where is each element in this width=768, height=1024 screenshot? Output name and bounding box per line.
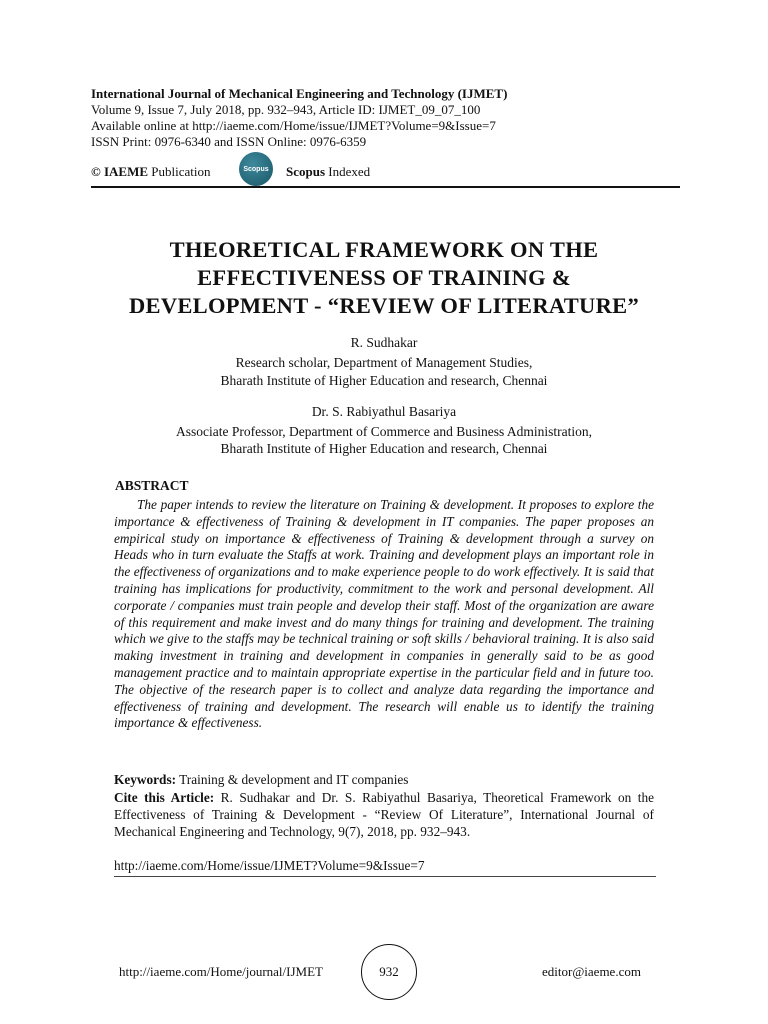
footer-journal-url[interactable]: http://iaeme.com/Home/journal/IJMET: [119, 964, 323, 979]
author-affiliation: Research scholar, Department of Management Studies,: [235, 355, 533, 370]
citation-label: Cite this Article:: [114, 790, 215, 805]
footer-email[interactable]: editor@iaeme.com: [542, 964, 641, 979]
abstract-text: The paper intends to review the literature on Training & development. It proposes to explore the importance & effectiveness of Training & development in IT companies. The paper proposes an empirical study on importance & effectiveness of Training & development through a survey on Heads who in turn evaluate the Staffs at work. Training and development plays an important role in the effectiveness of organizations and to make experience people to do work effectively. It is said that training has implications for productivity, commitment to the work and personal development. All corporate / companies must train people and develop their staff. Most of the organization are aware of this requirement and make invest and do many things for training and development. The training which we give to the staffs may be technical training or soft skills / behavioral training. It is also said making investment in training and development in companies in generally said to be as good management practice and to maintain appropriate expertise in the particular field and in future too. The objective of the research paper is to collect and analyze data regarding the importance and effectiveness of training and development. The research will enable us to identify the training importance & effectiveness.: [114, 497, 654, 731]
citation: [114, 790, 654, 840]
header-divider: [91, 186, 680, 188]
citation-text: R. Sudhakar and Dr. S. Rabiyathul Basariya, Theoretical Framework on the Effectiveness of Training & Development - “Review Of Literature”, International Journal of Mechanical Engineering and Technology, 9(7), 2018, pp. 932–943.: [114, 790, 654, 839]
abstract-heading: ABSTRACT: [115, 478, 189, 493]
citation-divider: [114, 876, 656, 877]
scopus-logo-icon: [239, 152, 273, 186]
page-number-text: 932: [379, 964, 399, 979]
keywords-text: Training & development and IT companies: [179, 772, 409, 787]
publisher-credit: [91, 164, 211, 180]
scopus-logo-text: Scopus: [243, 165, 269, 173]
available-online: Available online at http://iaeme.com/Home/issue/IJMET?Volume=9&Issue=7: [91, 118, 496, 133]
keywords: [114, 772, 654, 789]
title-line-1: THEORETICAL FRAMEWORK ON THE: [169, 237, 599, 262]
scopus-label: Scopus: [286, 164, 326, 179]
paper-title: [70, 236, 698, 320]
journal-header: [91, 86, 691, 150]
copyright-symbol: ©: [91, 164, 101, 179]
issn-info: ISSN Print: 0976-6340 and ISSN Online: 0976-6359: [91, 134, 367, 149]
page-number: [361, 944, 417, 1000]
author-name: R. Sudhakar: [350, 335, 418, 350]
volume-info: Volume 9, Issue 7, July 2018, pp. 932–943, Article ID: IJMET_09_07_100: [91, 102, 481, 117]
author-affiliation: Bharath Institute of Higher Education and research, Chennai: [220, 441, 548, 456]
author-affiliation: Associate Professor, Department of Commerce and Business Administration,: [175, 424, 592, 439]
publisher-name: IAEME: [103, 164, 149, 179]
indexed-label: Indexed: [328, 164, 371, 179]
journal-name: International Journal of Mechanical Engineering and Technology (IJMET): [91, 86, 508, 101]
citation-url[interactable]: http://iaeme.com/Home/issue/IJMET?Volume=9&Issue=7: [114, 858, 425, 873]
publication-word: Publication: [151, 164, 211, 179]
title-line-2: EFFECTIVENESS OF TRAINING &: [197, 265, 571, 290]
scopus-indexed: [286, 164, 370, 180]
keywords-label: Keywords:: [114, 772, 177, 787]
author-name: Dr. S. Rabiyathul Basariya: [311, 404, 457, 419]
author-affiliation: Bharath Institute of Higher Education and research, Chennai: [220, 373, 548, 388]
title-line-3: DEVELOPMENT - “REVIEW OF LITERATURE”: [128, 293, 640, 318]
